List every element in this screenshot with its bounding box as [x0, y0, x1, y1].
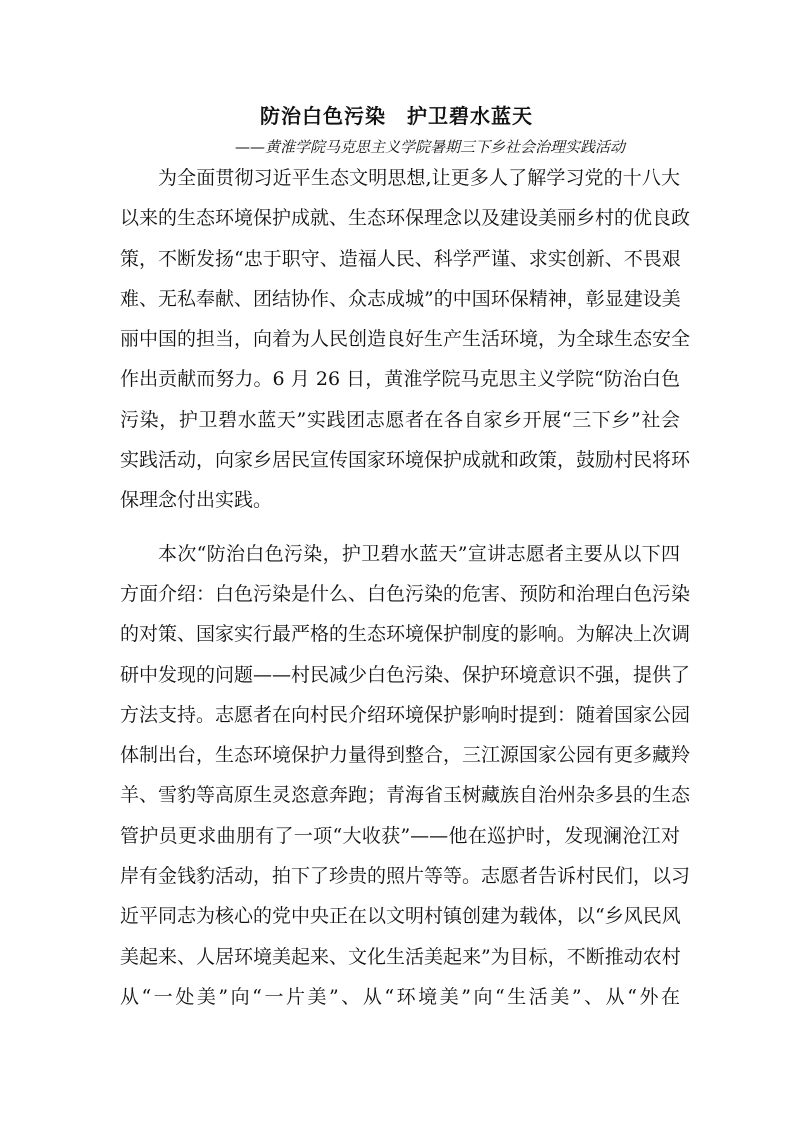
document-subtitle: ——黄淮学院马克思主义学院暑期三下乡社会治理实践活动: [234, 138, 625, 156]
paragraph-line: 保理念付出实践。: [120, 489, 273, 512]
paragraph-line: 岸有金钱豹活动，拍下了珍贵的照片等等。志愿者告诉村民们，以习: [120, 865, 691, 888]
paragraph-1: [120, 158, 691, 521]
paragraph-spacer: [120, 521, 680, 534]
paragraph-line: 以来的生态环境保护成就、生态环保理念以及建设美丽乡村的优良政: [120, 207, 691, 230]
paragraph-line: 策，不断发扬“忠于职守、造福人民、科学严谨、求实创新、不畏艰: [120, 247, 681, 270]
paragraph-line: 的对策、国家实行最严格的生态环境保护制度的影响。为解决上次调: [120, 623, 691, 646]
paragraph-line: 近平同志为核心的党中央正在以文明村镇创建为载体，以“乡风民风: [120, 905, 681, 928]
paragraph-line: 体制出台，生态环境保护力量得到整合，三江源国家公园有更多藏羚: [120, 744, 691, 767]
paragraph-line: 方法支持。志愿者在向村民介绍环境保护影响时提到：随着国家公园: [120, 703, 691, 726]
paragraph-2: [120, 534, 691, 1018]
paragraph-line: 羊、雪豹等高原生灵恣意奔跑；青海省玉树藏族自治州杂多县的生态: [120, 784, 691, 807]
paragraph-line: 难、无私奉献、团结协作、众志成城”的中国环保精神，彰显建设美: [120, 287, 681, 310]
document-body: [120, 158, 691, 1017]
paragraph-line: 美起来、人居环境美起来、文化生活美起来”为目标，不断推动农村: [120, 945, 681, 968]
paragraph-line: 管护员更求曲朋有了一项“大收获”——他在巡护时，发现澜沧江对: [120, 824, 680, 847]
paragraph-line: 本次“防治白色污染，护卫碧水蓝天”宣讲志愿者主要从以下四: [158, 542, 680, 565]
paragraph-line: 污染，护卫碧水蓝天”实践团志愿者在各自家乡开展“三下乡”社会: [120, 408, 680, 431]
paragraph-line: 方面介绍：白色污染是什么、白色污染的危害、预防和治理白色污染: [120, 582, 691, 605]
paragraph-line: 研中发现的问题——村民减少白色污染、保护环境意识不强，提供了: [120, 663, 691, 686]
paragraph-line: 为全面贯彻习近平生态文明思想,让更多人了解学习党的十八大: [158, 167, 680, 189]
paragraph-line: 作出贡献而努力。6 月 26 日，黄淮学院马克思主义学院“防治白色: [120, 368, 680, 391]
document-title: 防治白色污染 护卫碧水蓝天: [260, 104, 533, 128]
paragraph-line: 从“一处美”向“一片美”、从“环境美”向“生活美”、从“外在: [120, 985, 680, 1008]
paragraph-line: 实践活动，向家乡居民宣传国家环境保护成就和政策，鼓励村民将环: [120, 449, 691, 472]
paragraph-line: 丽中国的担当，向着为人民创造良好生产生活环境，为全球生态安全: [120, 328, 691, 351]
